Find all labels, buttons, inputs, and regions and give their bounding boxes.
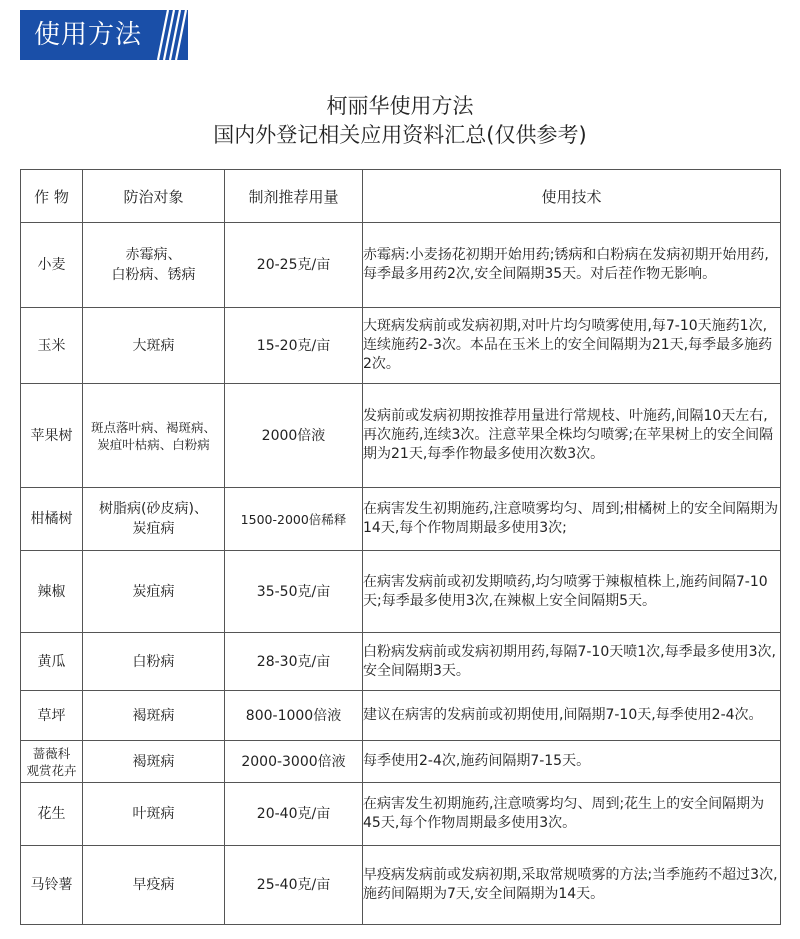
table-row	[21, 384, 781, 488]
cell-dose: 2000倍液	[225, 384, 363, 488]
cell-technique: 早疫病发病前或发病初期,采取常规喷雾的方法;当季施药不超过3次,施药间隔期为7天,安全间隔期为14天。	[363, 846, 781, 925]
cell-dose: 15-20克/亩	[225, 308, 363, 384]
cell-target: 赤霉病、 白粉病、锈病	[83, 223, 225, 308]
table-row	[21, 551, 781, 633]
cell-technique: 大斑病发病前或发病初期,对叶片均匀喷雾使用,每7-10天施药1次,连续施药2-3次。本品在玉米上的安全间隔期为21天,每季最多施药2次。	[363, 308, 781, 384]
cell-target: 斑点落叶病、褐斑病、 炭疽叶枯病、白粉病	[83, 384, 225, 488]
cell-technique: 在病害发生初期施药,注意喷雾均匀、周到;花生上的安全间隔期为45天,每个作物周期最多使用3次。	[363, 783, 781, 846]
table-row	[21, 223, 781, 308]
cell-crop: 黄瓜	[21, 633, 83, 691]
cell-dose: 20-40克/亩	[225, 783, 363, 846]
table-header-row	[21, 170, 781, 223]
table-row	[21, 633, 781, 691]
cell-target: 树脂病(砂皮病)、 炭疽病	[83, 488, 225, 551]
cell-crop: 小麦	[21, 223, 83, 308]
cell-dose: 25-40克/亩	[225, 846, 363, 925]
cell-technique: 在病害发病前或初发期喷药,均匀喷雾于辣椒植株上,施药间隔7-10天;每季最多使用3次,在辣椒上安全间隔期5天。	[363, 551, 781, 633]
cell-dose: 35-50克/亩	[225, 551, 363, 633]
cell-dose: 20-25克/亩	[225, 223, 363, 308]
cell-technique: 赤霉病:小麦扬花初期开始用药;锈病和白粉病在发病初期开始用药,每季最多用药2次,安全间隔期35天。对后茬作物无影响。	[363, 223, 781, 308]
cell-target: 白粉病	[83, 633, 225, 691]
page-title: 柯丽华使用方法	[326, 94, 474, 118]
table-row	[21, 691, 781, 741]
cell-crop: 草坪	[21, 691, 83, 741]
cell-dose: 800-1000倍液	[225, 691, 363, 741]
cell-crop: 柑橘树	[21, 488, 83, 551]
stripes-decoration-icon	[148, 10, 188, 60]
cell-crop: 苹果树	[21, 384, 83, 488]
cell-technique: 建议在病害的发病前或初期使用,间隔期7-10天,每季使用2-4次。	[363, 691, 781, 741]
cell-dose: 1500-2000倍稀释	[225, 488, 363, 551]
header-target: 防治对象	[83, 170, 225, 223]
header-crop: 作 物	[21, 170, 83, 223]
cell-target: 大斑病	[83, 308, 225, 384]
table-row	[21, 308, 781, 384]
cell-target: 早疫病	[83, 846, 225, 925]
cell-target: 炭疽病	[83, 551, 225, 633]
table-row	[21, 846, 781, 925]
cell-crop: 玉米	[21, 308, 83, 384]
cell-crop: 马铃薯	[21, 846, 83, 925]
cell-technique: 发病前或发病初期按推荐用量进行常规枝、叶施药,间隔10天左右, 再次施药,连续3次。注意苹果全株均匀喷雾;在苹果树上的安全间隔期为21天,每季作物最多使用次数3次。	[363, 384, 781, 488]
cell-technique: 在病害发生初期施药,注意喷雾均匀、周到;柑橘树上的安全间隔期为14天,每个作物周期最多使用3次;	[363, 488, 781, 551]
cell-crop: 辣椒	[21, 551, 83, 633]
cell-technique: 白粉病发病前或发病初期用药,每隔7-10天喷1次,每季最多使用3次,安全间隔期3天。	[363, 633, 781, 691]
table-row	[21, 741, 781, 783]
header-technique: 使用技术	[363, 170, 781, 223]
cell-crop: 花生	[21, 783, 83, 846]
cell-technique: 每季使用2-4次,施药间隔期7-15天。	[363, 741, 781, 783]
table-row	[21, 488, 781, 551]
cell-target: 褐斑病	[83, 741, 225, 783]
cell-target: 叶斑病	[83, 783, 225, 846]
cell-target: 褐斑病	[83, 691, 225, 741]
section-badge	[20, 10, 188, 60]
page-subtitle: 国内外登记相关应用资料汇总(仅供参考)	[213, 123, 587, 147]
cell-crop: 蔷薇科 观赏花卉	[21, 741, 83, 783]
section-badge-label: 使用方法	[34, 20, 143, 50]
header-dose: 制剂推荐用量	[225, 170, 363, 223]
cell-dose: 2000-3000倍液	[225, 741, 363, 783]
table-row	[21, 783, 781, 846]
cell-dose: 28-30克/亩	[225, 633, 363, 691]
usage-table	[20, 169, 781, 925]
